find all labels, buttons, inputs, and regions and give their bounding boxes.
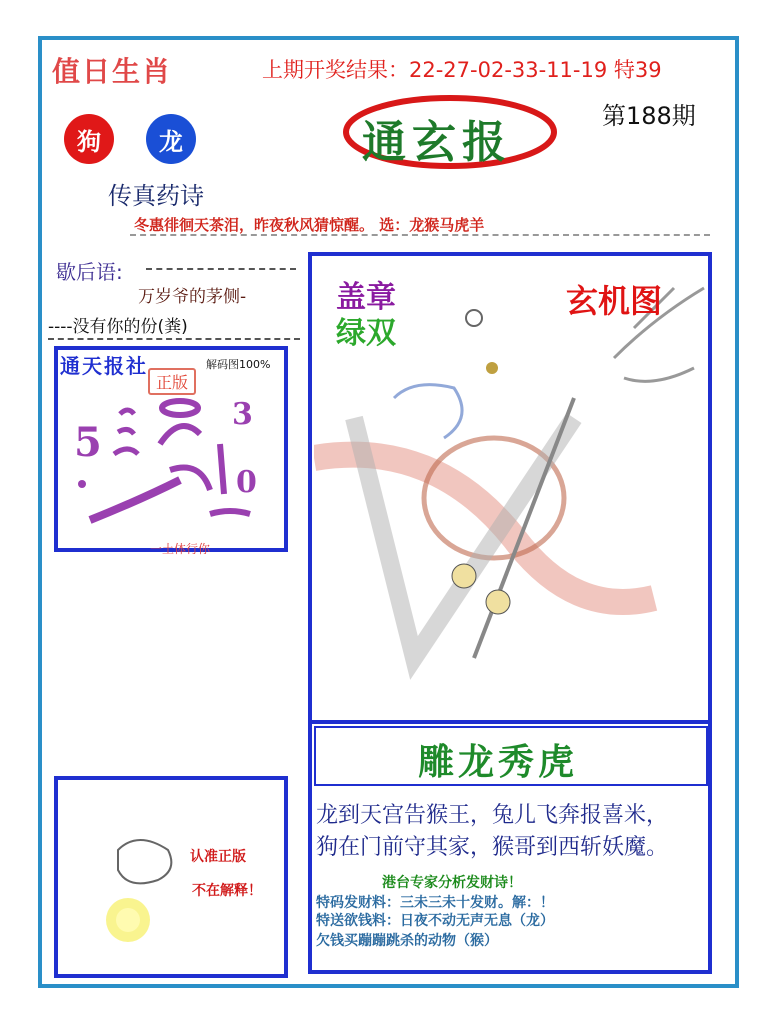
poem-title: 传真药诗 — [108, 182, 204, 210]
divider — [130, 234, 710, 236]
poem-main-line: 龙到天宫告猴王，兔儿飞奔报喜米， — [316, 803, 669, 828]
header-title: 值日生肖 — [52, 55, 173, 88]
notice-line: 不在解释！ — [192, 883, 262, 899]
xuanji-title: 玄机图 — [566, 282, 663, 320]
notice-box — [54, 776, 288, 978]
poem-main-title: 雕龙秀虎 — [418, 741, 579, 783]
analysis-line: 欠钱买蹦蹦跳杀的动物（猴） — [316, 933, 498, 949]
divider — [310, 720, 710, 724]
puzzle-title: 通天报社 — [60, 354, 148, 378]
xiehouyu-title: 歇后语: — [56, 260, 123, 284]
genuine-badge: 正版 — [148, 368, 196, 395]
xuanji-label-a: 盖章 — [336, 280, 396, 315]
issue-number: 第188期 — [602, 102, 696, 130]
divider — [48, 338, 300, 340]
analysis-line: 特码发财料：三未三未十发财。解：！ — [316, 895, 554, 911]
xiehouyu-answer: ----没有你的份(粪) — [48, 317, 188, 337]
analysis-title: 港台专家分析发财诗！ — [382, 875, 522, 891]
puzzle-drawing — [60, 384, 284, 540]
logo-title: 通玄报 — [362, 117, 512, 168]
notice-line: 认准正版 — [190, 849, 246, 865]
xuanji-label-b: 绿双 — [336, 316, 396, 351]
poem-main-line: 狗在门前守其家，猴哥到西斩妖魔。 — [316, 835, 669, 860]
puzzle-digit-0: 0 — [236, 465, 257, 500]
last-result: 上期开奖结果：22-27-02-33-11-19 特39 — [262, 58, 662, 82]
divider — [146, 268, 296, 270]
analysis-line: 特送欲钱料：日夜不动无声无息（龙） — [316, 913, 554, 929]
zodiac-badge-dog: 狗 — [64, 114, 114, 164]
xiehouyu-question: 万岁爷的茅侧- — [138, 287, 247, 307]
poem-line: 冬惠徘徊天茶泪，昨夜秋风猜惊醒。 选：龙猴马虎羊 — [134, 216, 485, 234]
puzzle-digit-3: 3 — [232, 397, 253, 432]
zodiac-badge-dragon: 龙 — [146, 114, 196, 164]
notice-illustration — [88, 820, 198, 950]
puzzle-footer: 一土体行你 — [150, 542, 211, 556]
puzzle-tag: 解码图100% — [206, 358, 271, 371]
puzzle-digit-5: 5 — [74, 419, 102, 466]
